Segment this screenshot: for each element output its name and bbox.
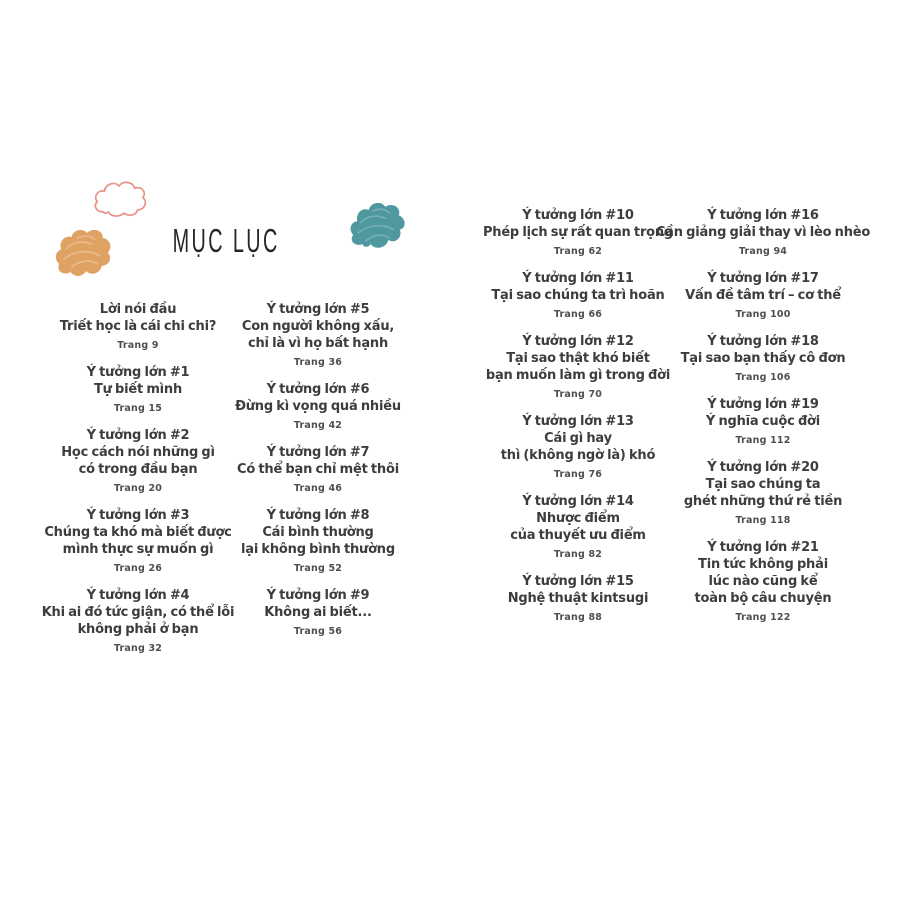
toc-entry-line: Ý tưởng lớn #18 bbox=[707, 334, 819, 349]
toc-entry bbox=[198, 587, 438, 637]
toc-entry-line: Vấn đề tâm trí – cơ thể bbox=[685, 288, 841, 303]
toc-entry-line: Ý tưởng lớn #16 bbox=[707, 208, 819, 223]
toc-entry-line: chỉ là vì họ bất hạnh bbox=[247, 336, 389, 351]
toc-entry-line: toàn bộ câu chuyện bbox=[694, 591, 832, 606]
toc-entry-line: Ý tưởng lớn #10 bbox=[522, 208, 634, 223]
toc-entry-title bbox=[643, 333, 883, 367]
toc-entry-line: Ý tưởng lớn #19 bbox=[707, 397, 819, 412]
toc-entry-page-number: Trang 106 bbox=[735, 372, 791, 383]
toc-entry-line: Ý tưởng lớn #11 bbox=[522, 271, 634, 286]
toc-entry-line: Con người không xấu, bbox=[241, 319, 395, 334]
outline-cloud-path bbox=[95, 182, 145, 216]
toc-entry-line: Ý tưởng lớn #4 bbox=[86, 588, 190, 603]
toc-entry-line: Ý tưởng lớn #21 bbox=[707, 540, 819, 555]
toc-entry-line: Phép lịch sự rất quan trọng bbox=[482, 225, 674, 240]
toc-entry-title bbox=[198, 444, 438, 478]
toc-entry-page-number: Trang 122 bbox=[735, 612, 791, 623]
toc-entry-line: Có thể bạn chỉ mệt thôi bbox=[237, 462, 399, 477]
toc-entry-line: Ý tưởng lớn #7 bbox=[266, 445, 370, 460]
toc-entry bbox=[198, 301, 438, 368]
toc-entry-line: Cái bình thường bbox=[262, 525, 374, 540]
toc-entry-line: Tin tức không phải bbox=[698, 557, 828, 572]
page-title bbox=[137, 222, 307, 260]
toc-entry bbox=[643, 396, 883, 446]
toc-entry-page-number: Trang 112 bbox=[735, 435, 791, 446]
toc-entry-line: Ý tưởng lớn #17 bbox=[707, 271, 819, 286]
toc-entry-line: Nghệ thuật kintsugi bbox=[507, 591, 649, 606]
toc-entry-page-number: Trang 15 bbox=[113, 403, 163, 414]
toc-entry-page-number: Trang 66 bbox=[553, 309, 603, 320]
toc-entry-line: Ý tưởng lớn #12 bbox=[522, 334, 634, 349]
toc-entry-page-number: Trang 62 bbox=[553, 246, 603, 257]
toc-entry-title bbox=[198, 381, 438, 415]
toc-entry bbox=[643, 270, 883, 320]
toc-entry-title bbox=[643, 207, 883, 241]
toc-entry-line: lúc nào cũng kể bbox=[708, 574, 818, 589]
toc-entry-line: Tự biết mình bbox=[93, 382, 183, 397]
toc-entry-title bbox=[198, 587, 438, 621]
toc-entry-line: Tại sao thật khó biết bbox=[506, 351, 650, 366]
toc-entry-page-number: Trang 82 bbox=[553, 549, 603, 560]
toc-entry-line: Ý tưởng lớn #14 bbox=[522, 494, 634, 509]
toc-entry-line: Ý tưởng lớn #13 bbox=[522, 414, 634, 429]
toc-entry-line: Cần giảng giải thay vì lèo nhèo bbox=[655, 225, 871, 240]
toc-entry-line: bạn muốn làm gì trong đời bbox=[485, 368, 671, 383]
toc-entry-line: Ý tưởng lớn #8 bbox=[266, 508, 370, 523]
toc-entry-line: Ý nghĩa cuộc đời bbox=[705, 414, 821, 429]
toc-entry bbox=[643, 333, 883, 383]
toc-entry-line: Ý tưởng lớn #3 bbox=[86, 508, 190, 523]
toc-entry-line: lại không bình thường bbox=[241, 542, 395, 557]
toc-entry-page-number: Trang 56 bbox=[293, 626, 343, 637]
page-title-text: MỤC LỤC bbox=[172, 222, 280, 259]
toc-entry-line: có trong đầu bạn bbox=[78, 462, 198, 477]
toc-entry bbox=[643, 459, 883, 526]
toc-entry-line: Tại sao chúng ta trì hoãn bbox=[491, 288, 665, 303]
toc-entry-page-number: Trang 9 bbox=[117, 340, 159, 351]
toc-entry-line: Nhược điểm bbox=[536, 511, 620, 526]
toc-entry-line: Cái gì hay bbox=[544, 431, 612, 446]
toc-entry-line: Tại sao chúng ta bbox=[705, 477, 821, 492]
toc-entry-page-number: Trang 26 bbox=[113, 563, 163, 574]
toc-entry-line: Ý tưởng lớn #5 bbox=[266, 302, 370, 317]
toc-entry-line: Ý tưởng lớn #20 bbox=[707, 460, 819, 475]
toc-entry-line: Học cách nói những gì bbox=[61, 445, 215, 460]
toc-entry-title bbox=[643, 459, 883, 510]
toc-entry-line: Ý tưởng lớn #9 bbox=[266, 588, 370, 603]
toc-entry bbox=[198, 507, 438, 574]
toc-entry-title bbox=[643, 539, 883, 607]
toc-entry-line: ghét những thứ rẻ tiền bbox=[683, 494, 843, 509]
toc-entry-page-number: Trang 32 bbox=[113, 643, 163, 654]
toc-entry-page-number: Trang 46 bbox=[293, 483, 343, 494]
toc-entry-page-number: Trang 20 bbox=[113, 483, 163, 494]
toc-entry-line: Chúng ta khó mà biết được bbox=[44, 525, 232, 540]
toc-entry bbox=[198, 444, 438, 494]
toc-entry-page-number: Trang 88 bbox=[553, 612, 603, 623]
toc-entry-page-number: Trang 52 bbox=[293, 563, 343, 574]
toc-column-2 bbox=[198, 301, 438, 650]
toc-entry-title bbox=[643, 270, 883, 304]
toc-entry-line: thì (không ngờ là) khó bbox=[500, 448, 656, 463]
toc-entry-line: Khi ai đó tức giận, có thể lỗi bbox=[41, 605, 235, 620]
toc-entry-line: không phải ở bạn bbox=[77, 622, 199, 637]
toc-column-4 bbox=[643, 207, 883, 636]
toc-entry-line: Đừng kì vọng quá nhiều bbox=[235, 399, 401, 414]
toc-entry-line: Tại sao bạn thấy cô đơn bbox=[680, 351, 846, 366]
toc-entry-line: Không ai biết... bbox=[264, 605, 372, 620]
toc-entry-page-number: Trang 94 bbox=[738, 246, 788, 257]
toc-entry-line: Ý tưởng lớn #15 bbox=[522, 574, 634, 589]
toc-entry-page-number: Trang 100 bbox=[735, 309, 791, 320]
toc-entry-title bbox=[198, 301, 438, 352]
toc-entry-line: Lời nói đầu bbox=[99, 302, 177, 317]
toc-entry-page-number: Trang 76 bbox=[553, 469, 603, 480]
toc-entry bbox=[643, 539, 883, 623]
scribble-cloud-teal-icon bbox=[348, 195, 407, 253]
toc-entry-page-number: Trang 42 bbox=[293, 420, 343, 431]
toc-entry-page-number: Trang 118 bbox=[735, 515, 791, 526]
toc-entry-title bbox=[643, 396, 883, 430]
toc-entry-line: Ý tưởng lớn #2 bbox=[86, 428, 190, 443]
toc-entry-page-number: Trang 36 bbox=[293, 357, 343, 368]
scribble-cloud-orange-icon bbox=[54, 225, 113, 279]
toc-entry-line: của thuyết ưu điểm bbox=[510, 528, 646, 543]
toc-entry-title bbox=[198, 507, 438, 558]
toc-entry-page-number: Trang 70 bbox=[553, 389, 603, 400]
toc-entry bbox=[198, 381, 438, 431]
toc-entry-line: Ý tưởng lớn #6 bbox=[266, 382, 370, 397]
toc-entry-line: mình thực sự muốn gì bbox=[62, 542, 214, 557]
toc-entry-line: Ý tưởng lớn #1 bbox=[86, 365, 190, 380]
toc-entry bbox=[643, 207, 883, 257]
outline-cloud-icon bbox=[91, 177, 149, 220]
toc-entry-line: Triết học là cái chi chi? bbox=[59, 319, 217, 334]
